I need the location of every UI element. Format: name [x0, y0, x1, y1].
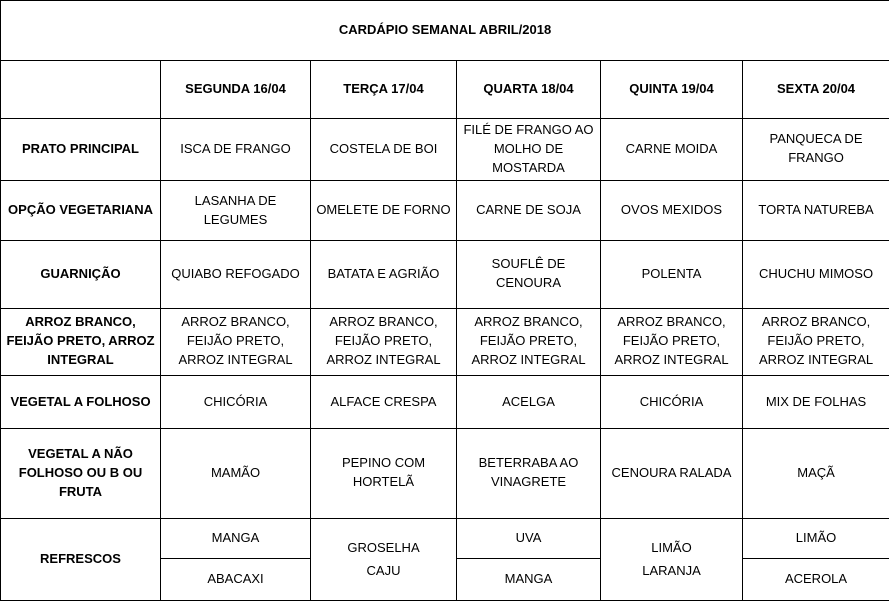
menu-cell: ISCA DE FRANGO	[161, 118, 311, 180]
menu-cell: ARROZ BRANCO, FEIJÃO PRETO, ARROZ INTEGRAL	[457, 308, 601, 375]
menu-cell: LASANHA DE LEGUMES	[161, 180, 311, 240]
header-row	[1, 61, 889, 118]
menu-cell: OVOS MEXIDOS	[601, 180, 743, 240]
row-label: ARROZ BRANCO, FEIJÃO PRETO, ARROZ INTEGRAL	[1, 308, 161, 375]
row-vegetal-folhoso	[1, 375, 889, 428]
refresco-item: LIMÃO	[651, 539, 692, 555]
menu-cell: CENOURA RALADA	[601, 429, 743, 518]
menu-cell: ARROZ BRANCO, FEIJÃO PRETO, ARROZ INTEGRAL	[601, 308, 743, 375]
menu-cell: BETERRABA AO VINAGRETE	[457, 429, 601, 518]
menu-cell: SOUFLÊ DE CENOURA	[457, 241, 601, 308]
menu-cell: MANGA	[161, 518, 311, 558]
menu-cell	[601, 518, 743, 600]
menu-cell: COSTELA DE BOI	[311, 118, 457, 180]
menu-cell: CARNE MOIDA	[601, 118, 743, 180]
menu-cell: CARNE DE SOJA	[457, 180, 601, 240]
row-opcao-vegetariana	[1, 180, 889, 240]
menu-cell: LIMÃO	[743, 518, 889, 558]
menu-cell: POLENTA	[601, 241, 743, 308]
menu-cell: ARROZ BRANCO, FEIJÃO PRETO, ARROZ INTEGRAL	[311, 308, 457, 375]
menu-cell: UVA	[457, 518, 601, 558]
menu-cell: BATATA E AGRIÃO	[311, 241, 457, 308]
menu-cell: ACEROLA	[743, 558, 889, 600]
row-label: OPÇÃO VEGETARIANA	[1, 180, 161, 240]
day-header-sexta: SEXTA 20/04	[743, 61, 889, 118]
menu-cell: PEPINO COM HORTELÃ	[311, 429, 457, 518]
menu-cell: MANGA	[457, 558, 601, 600]
row-prato-principal	[1, 118, 889, 180]
row-label: GUARNIÇÃO	[1, 241, 161, 308]
row-arroz-feijao	[1, 308, 889, 375]
corner-cell	[1, 61, 161, 118]
row-vegetal-nao-folhoso	[1, 429, 889, 518]
menu-cell: PANQUECA DE FRANGO	[743, 118, 889, 180]
menu-cell: ALFACE CRESPA	[311, 375, 457, 428]
menu-cell: ARROZ BRANCO, FEIJÃO PRETO, ARROZ INTEGRAL	[161, 308, 311, 375]
day-header-segunda: SEGUNDA 16/04	[161, 61, 311, 118]
menu-cell: ACELGA	[457, 375, 601, 428]
menu-cell: QUIABO REFOGADO	[161, 241, 311, 308]
row-label: REFRESCOS	[1, 518, 161, 600]
row-guarnicao	[1, 241, 889, 308]
menu-cell: OMELETE DE FORNO	[311, 180, 457, 240]
title-row	[1, 1, 889, 61]
menu-cell: ABACAXI	[161, 558, 311, 600]
row-label: VEGETAL A FOLHOSO	[1, 375, 161, 428]
day-header-quarta: QUARTA 18/04	[457, 61, 601, 118]
menu-cell: FILÉ DE FRANGO AO MOLHO DE MOSTARDA	[457, 118, 601, 180]
menu-cell: ARROZ BRANCO, FEIJÃO PRETO, ARROZ INTEGRAL	[743, 308, 889, 375]
menu-cell: MAÇÃ	[743, 429, 889, 518]
page-title: CARDÁPIO SEMANAL ABRIL/2018	[1, 1, 889, 61]
row-label: PRATO PRINCIPAL	[1, 118, 161, 180]
row-label: VEGETAL A NÃO FOLHOSO OU B OU FRUTA	[1, 429, 161, 518]
refresco-item: LARANJA	[642, 562, 701, 578]
row-refrescos-1	[1, 518, 889, 558]
day-header-terca: TERÇA 17/04	[311, 61, 457, 118]
menu-cell: MIX DE FOLHAS	[743, 375, 889, 428]
refresco-item: CAJU	[366, 562, 401, 578]
refresco-item: GROSELHA	[347, 539, 420, 555]
menu-cell	[311, 518, 457, 600]
menu-cell: CHICÓRIA	[161, 375, 311, 428]
menu-cell: MAMÃO	[161, 429, 311, 518]
menu-cell: CHUCHU MIMOSO	[743, 241, 889, 308]
day-header-quinta: QUINTA 19/04	[601, 61, 743, 118]
menu-cell: CHICÓRIA	[601, 375, 743, 428]
menu-cell: TORTA NATUREBA	[743, 180, 889, 240]
